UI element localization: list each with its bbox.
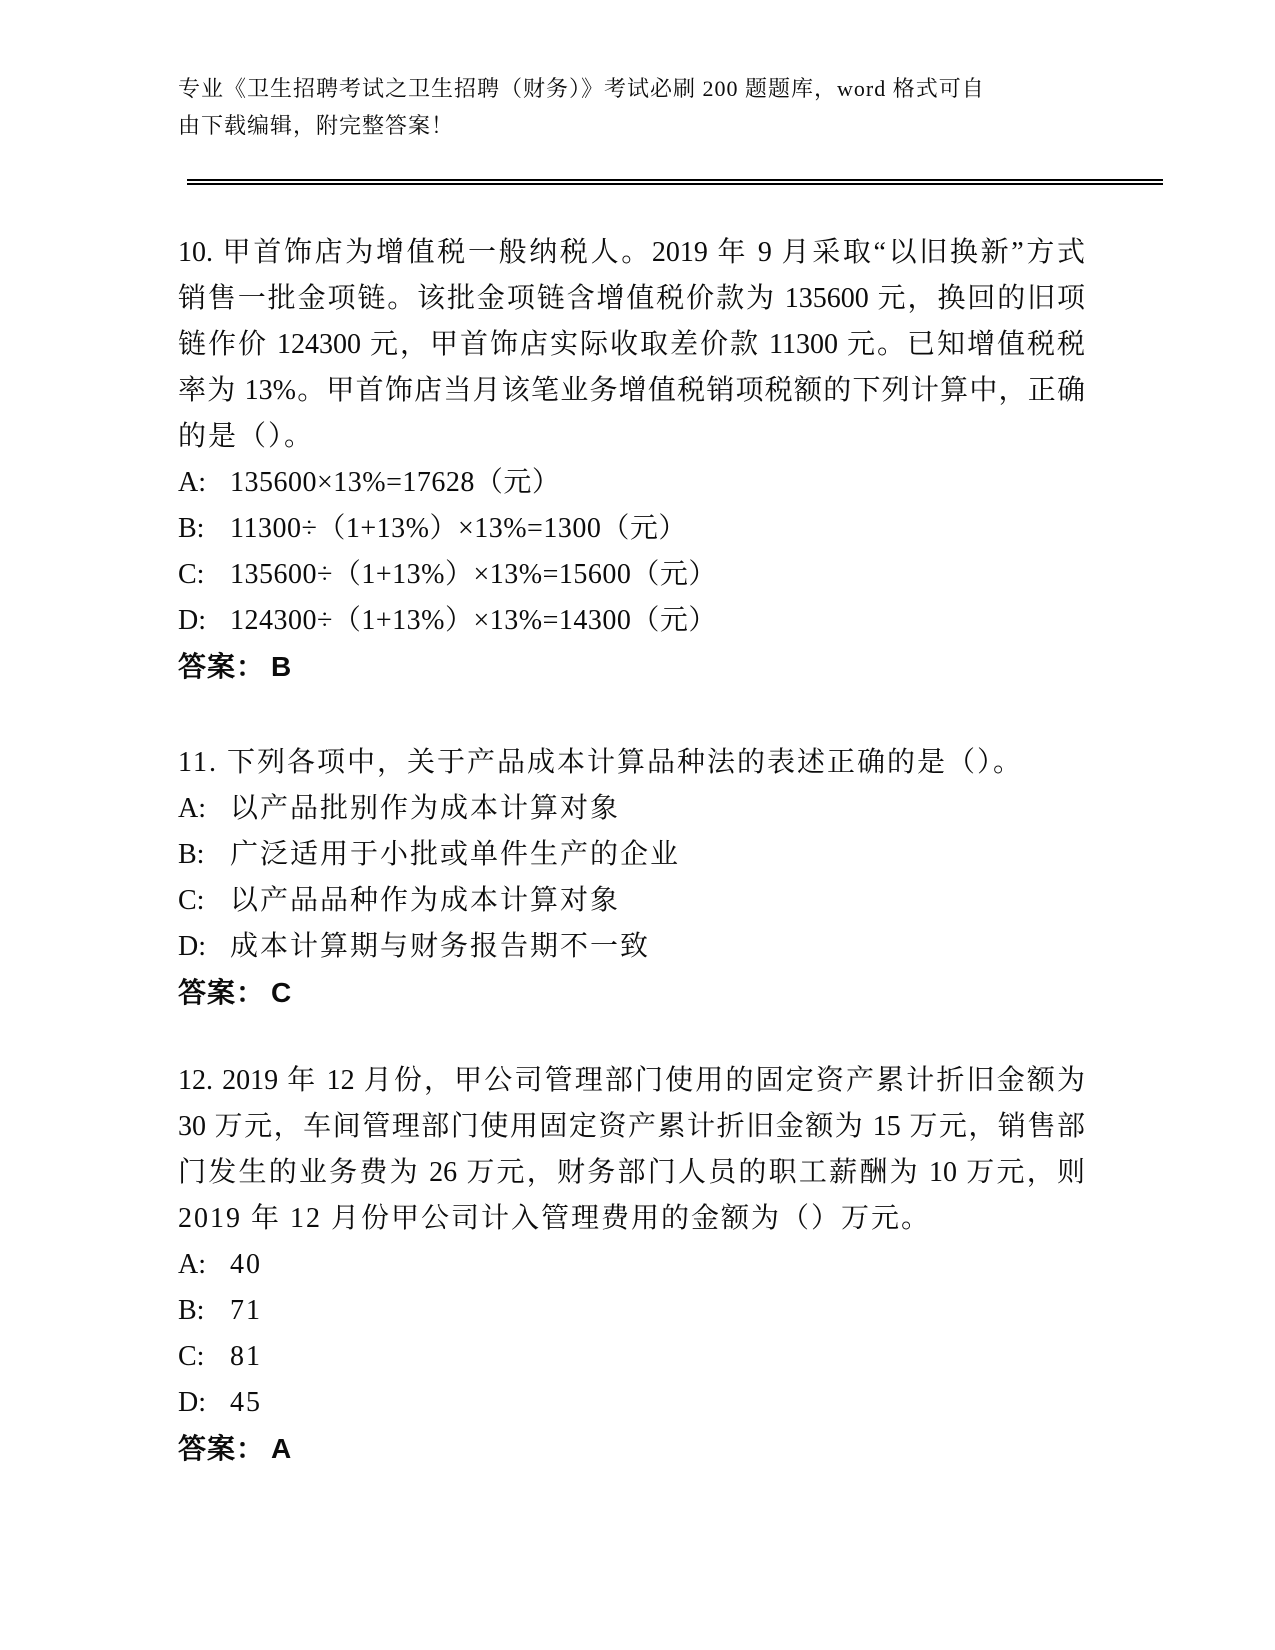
question-11 — [178, 740, 1085, 1016]
question-10-stem-line-2: 销售一批金项链。该批金项链含增值税价款为 135600 元，换回的旧项 — [178, 283, 1085, 314]
option-label: A: — [178, 1249, 206, 1280]
option-text: 135600×13%=17628（元） — [230, 467, 561, 498]
question-10-option-a — [178, 460, 1085, 506]
option-label: A: — [178, 467, 206, 498]
option-label: D: — [178, 605, 206, 636]
option-text: 81 — [230, 1341, 262, 1372]
question-12-stem-line-2: 30 万元，车间管理部门使用固定资产累计折旧金额为 15 万元，销售部 — [178, 1111, 1085, 1142]
question-12-stem-line-3: 门发生的业务费为 26 万元，财务部门人员的职工薪酬为 10 万元，则 — [178, 1157, 1085, 1188]
question-12-option-a — [178, 1242, 1085, 1288]
option-label: A: — [178, 793, 206, 824]
option-text: 成本计算期与财务报告期不一致 — [230, 931, 651, 962]
option-text: 以产品品种作为成本计算对象 — [230, 885, 621, 916]
option-label: B: — [178, 839, 205, 870]
question-12-option-b — [178, 1288, 1085, 1334]
header-text-line2: 由下载编辑，附完整答案！ — [178, 113, 455, 138]
question-12 — [178, 1058, 1085, 1472]
answer-value: B — [271, 651, 293, 682]
question-10-stem-line-3: 链作价 124300 元，甲首饰店实际收取差价款 11300 元。已知增值税税 — [178, 329, 1085, 360]
option-label: D: — [178, 931, 206, 962]
option-text: 11300÷（1+13%）×13%=1300（元） — [230, 513, 687, 544]
question-11-option-b — [178, 832, 1085, 878]
answer-prefix: 答案： — [178, 977, 266, 1008]
option-text: 45 — [230, 1387, 262, 1418]
option-text: 71 — [230, 1295, 262, 1326]
question-10 — [178, 230, 1085, 690]
option-label: C: — [178, 885, 205, 916]
option-text: 40 — [230, 1249, 262, 1280]
option-text: 广泛适用于小批或单件生产的企业 — [230, 839, 681, 870]
option-label: B: — [178, 513, 205, 544]
answer-value: C — [271, 977, 293, 1008]
question-11-option-d — [178, 924, 1085, 970]
question-10-stem-line-5: 的是（）。 — [178, 421, 315, 452]
question-10-stem-line-1: 10. 甲首饰店为增值税一般纳税人。2019 年 9 月采取“以旧换新”方式 — [178, 237, 1085, 268]
option-label: C: — [178, 1341, 205, 1372]
question-10-option-c — [178, 552, 1085, 598]
page-header — [178, 70, 1048, 144]
question-12-option-c — [178, 1334, 1085, 1380]
option-label: D: — [178, 1387, 206, 1418]
question-11-answer-line — [178, 970, 1085, 1016]
question-12-stem-line-4: 2019 年 12 月份甲公司计入管理费用的金额为（）万元。 — [178, 1203, 932, 1234]
header-text-line1: 专业《卫生招聘考试之卫生招聘（财务）》考试必刷 200 题题库，word 格式可自 — [178, 76, 985, 101]
option-text: 124300÷（1+13%）×13%=14300（元） — [230, 605, 717, 636]
question-10-option-d — [178, 598, 1085, 644]
question-11-option-a — [178, 786, 1085, 832]
question-10-stem-line-4: 率为 13%。甲首饰店当月该笔业务增值税销项税额的下列计算中，正确 — [178, 375, 1085, 406]
question-10-option-b — [178, 506, 1085, 552]
option-text: 以产品批别作为成本计算对象 — [230, 793, 621, 824]
option-label: C: — [178, 559, 205, 590]
question-11-stem-line-1: 11. 下列各项中，关于产品成本计算品种法的表述正确的是（）。 — [178, 747, 1023, 778]
question-11-option-c — [178, 878, 1085, 924]
answer-prefix: 答案： — [178, 651, 266, 682]
header-double-rule — [187, 179, 1163, 185]
question-12-option-d — [178, 1380, 1085, 1426]
question-10-answer-line — [178, 644, 1085, 690]
option-text: 135600÷（1+13%）×13%=15600（元） — [230, 559, 717, 590]
question-12-answer-line — [178, 1426, 1085, 1472]
question-12-stem-line-1: 12. 2019 年 12 月份，甲公司管理部门使用的固定资产累计折旧金额为 — [178, 1065, 1085, 1096]
answer-prefix: 答案： — [178, 1433, 266, 1464]
answer-value: A — [271, 1433, 293, 1464]
option-label: B: — [178, 1295, 205, 1326]
